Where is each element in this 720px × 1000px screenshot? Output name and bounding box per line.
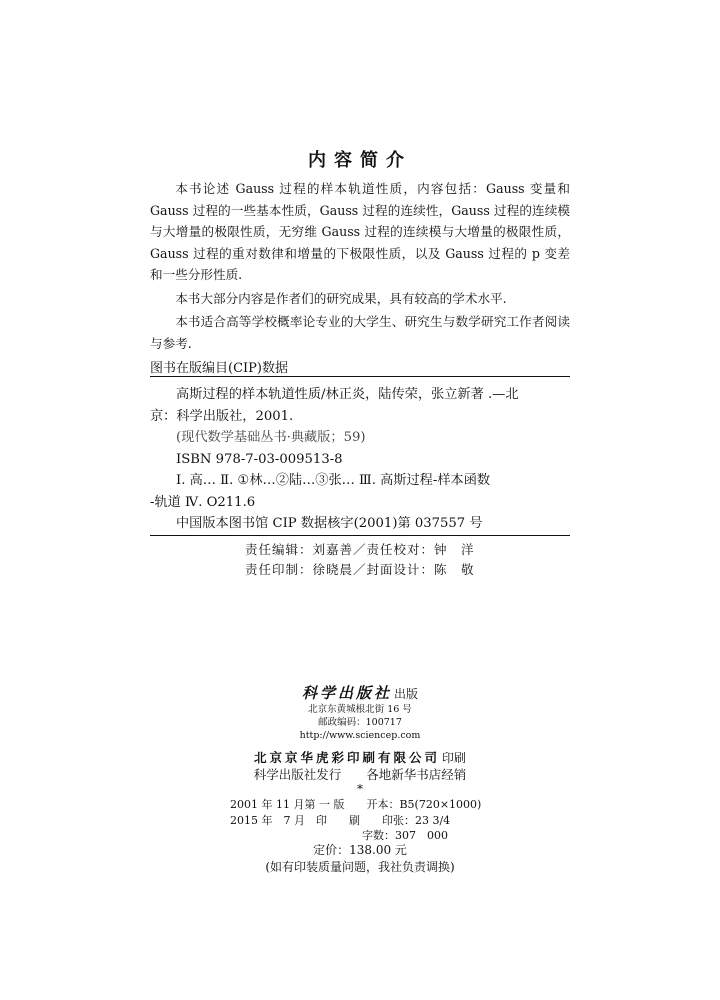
distribution-line: 科学出版社发行 各地新华书店经销 xyxy=(253,767,467,782)
separator-star: * xyxy=(357,782,363,796)
summary-paragraph: 本书适合高等学校概率论专业的大学生、研究生与数学研究工作者阅读与参考. xyxy=(150,314,570,351)
credits-line: 责任印制：徐晓晨／封面设计：陈 敬 xyxy=(245,562,475,577)
credits-block xyxy=(245,540,475,580)
quality-notice: (如有印装质量问题，我社负责调换) xyxy=(265,860,455,874)
publisher-name: 科学出版社 xyxy=(301,684,392,702)
summary-paragraph: 本书论述 Gauss 过程的样本轨道性质，内容包括：Gauss 变量和 Gauss 过程的一些基本性质，Gauss 过程的连续性，Gauss 过程的连续模与大增量的极限性质，无穷维 Gauss 过程的连续模与大增量的极限性质，Gauss 过程的重对数律和增量的下极限性质，以及 Gauss 过程的 p 变差和一些分形性质. xyxy=(150,181,570,282)
publish-verb: 出版 xyxy=(394,687,419,701)
credits-line: 责任编辑：刘嘉善／责任校对：钟 洋 xyxy=(245,542,475,557)
cip-label: 图书在版编目(CIP)数据 xyxy=(150,361,288,376)
cip-bottom-rule xyxy=(150,535,570,536)
price-block xyxy=(0,842,720,876)
publisher-website: http://www.sciencep.com xyxy=(299,730,421,741)
cip-block xyxy=(150,384,570,535)
cip-line: -轨道 Ⅳ. O211.6 xyxy=(150,494,256,510)
cip-line: ISBN 978-7-03-009513-8 xyxy=(176,451,343,467)
cip-line: Ⅰ. 高… Ⅱ. ①林…②陆…③张… Ⅲ. 高斯过程-样本函数 xyxy=(176,473,491,488)
cip-line: 高斯过程的样本轨道性质/林正炎，陆传荣，张立新著 .—北 xyxy=(176,387,519,402)
cip-line: 京：科学出版社，2001. xyxy=(150,408,294,424)
edition-block xyxy=(230,797,481,844)
summary-text xyxy=(150,178,570,356)
print-verb: 印刷 xyxy=(442,751,467,765)
publisher-address: 北京东黄城根北街 16 号 xyxy=(308,704,412,715)
cip-line: (现代数学基础丛书·典藏版；59) xyxy=(176,430,366,445)
price-line: 定价：138.00 元 xyxy=(313,843,407,857)
printer-name: 北京京华虎彩印刷有限公司 xyxy=(253,750,440,765)
publisher-postcode: 邮政编码：100717 xyxy=(318,717,402,728)
edition-line: 字数：307 000 xyxy=(230,829,448,842)
edition-line: 2015 年 7 月 印 刷 印张：23 3/4 xyxy=(230,813,451,827)
cip-top-rule xyxy=(150,376,570,377)
summary-title: 内容简介 xyxy=(308,150,412,171)
cip-record-number: 中国版本图书馆 CIP 数据核字(2001)第 037557 号 xyxy=(176,516,483,531)
edition-line: 2001 年 11 月第 一 版 开本：B5(720×1000) xyxy=(230,798,482,811)
summary-paragraph: 本书大部分内容是作者们的研究成果，具有较高的学术水平. xyxy=(175,290,507,306)
publication-block xyxy=(0,682,720,794)
